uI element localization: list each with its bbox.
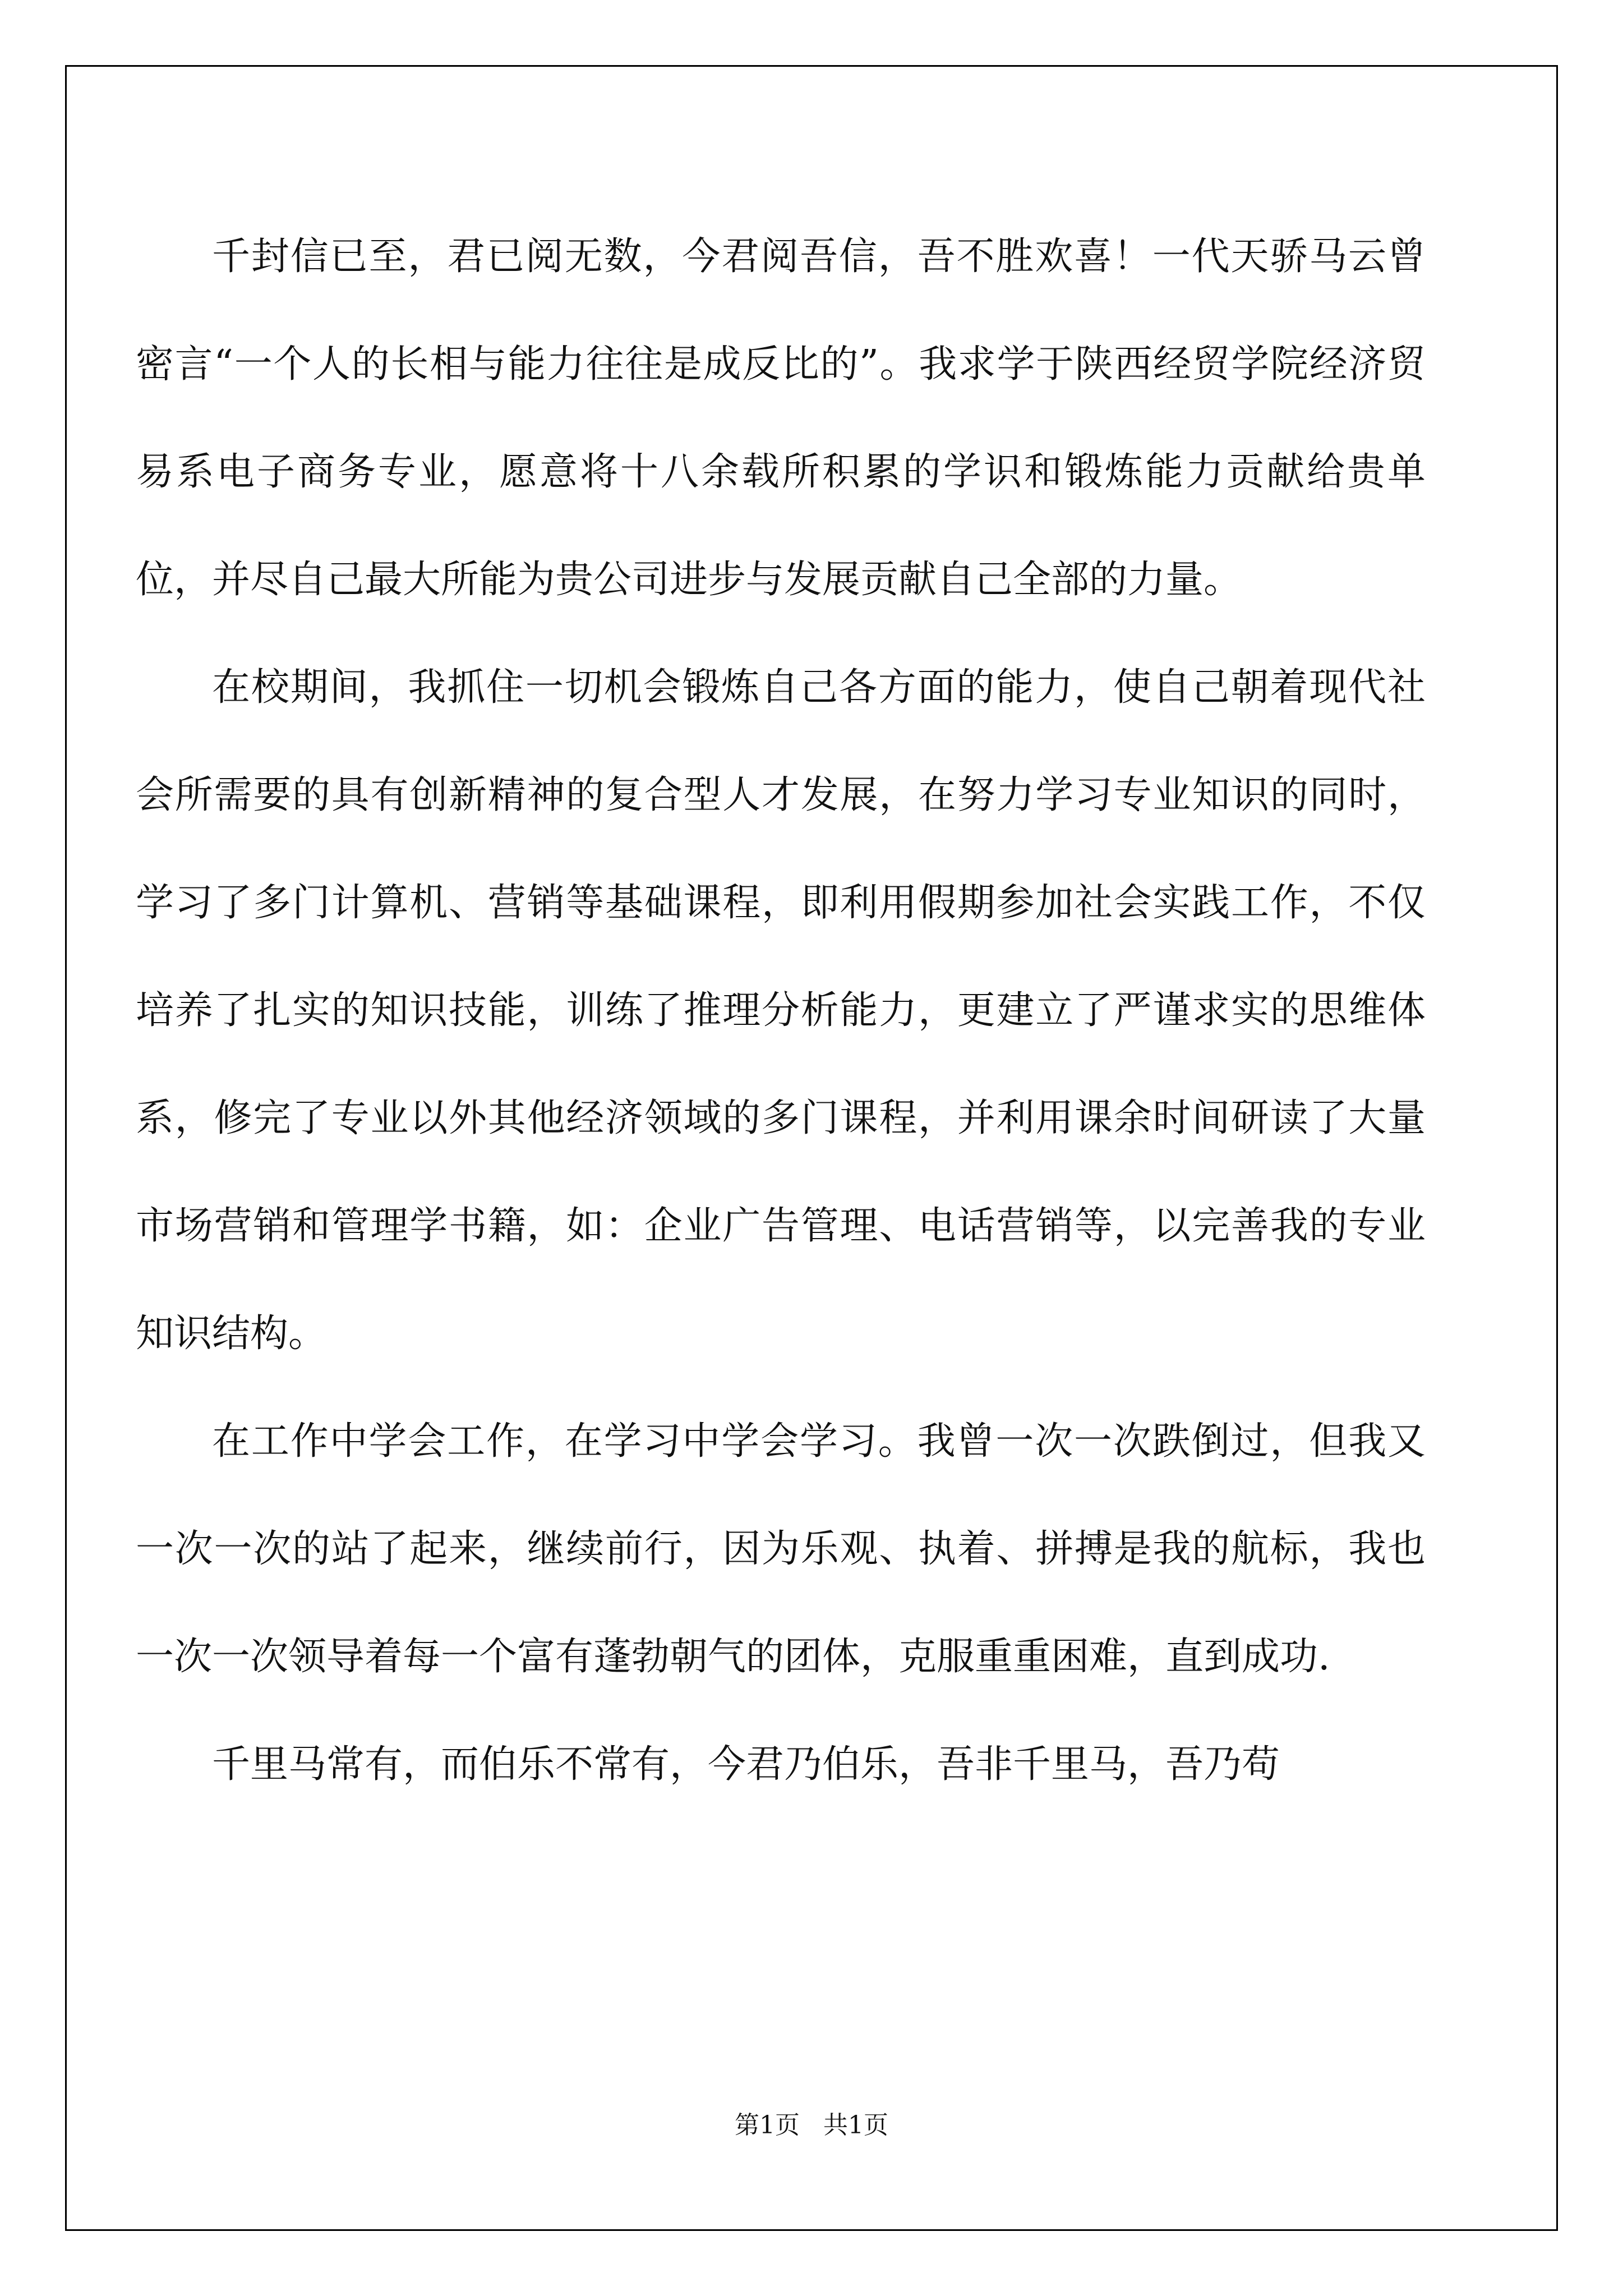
paragraph-1: 千封信已至，君已阅无数，今君阅吾信，吾不胜欢喜！一代天骄马云曾密言“一个人的长相与能力往往是成反比的”。我求学于陕西经贸学院经济贸易系电子商务专业，愿意将十八余载所积累的学识和锻炼能力贡献给贵单位，并尽自己最大所能为贵公司进步与发展贡献自己全部的力量。 <box>136 234 1426 602</box>
page-footer <box>0 2105 1623 2141</box>
page-number-label: 第1页 共1页 <box>735 2111 888 2139</box>
paragraph-2: 在校期间，我抓住一切机会锻炼自己各方面的能力，使自己朝着现代社会所需要的具有创新精神的复合型人才发展，在努力学习专业知识的同时，学习了多门计算机、营销等基础课程，即利用假期参加社会实践工作，不仅培养了扎实的知识技能，训练了推理分析能力，更建立了严谨求实的思维体系，修完了专业以外其他经济领域的多门课程，并利用课余时间研读了大量市场营销和管理学书籍，如：企业广告管理、电话营销等，以完善我的专业知识结构。 <box>136 665 1426 1356</box>
paragraph-3: 在工作中学会工作，在学习中学会学习。我曾一次一次跌倒过，但我又一次一次的站了起来，继续前行，因为乐观、执着、拼搏是我的航标，我也一次一次领导着每一个富有蓬勃朝气的团体，克服重重困难，直到成功. <box>136 1419 1426 1679</box>
document-body <box>136 203 1426 1819</box>
paragraph-4: 千里马常有，而伯乐不常有，今君乃伯乐，吾非千里马，吾乃苟 <box>212 1742 1280 1787</box>
